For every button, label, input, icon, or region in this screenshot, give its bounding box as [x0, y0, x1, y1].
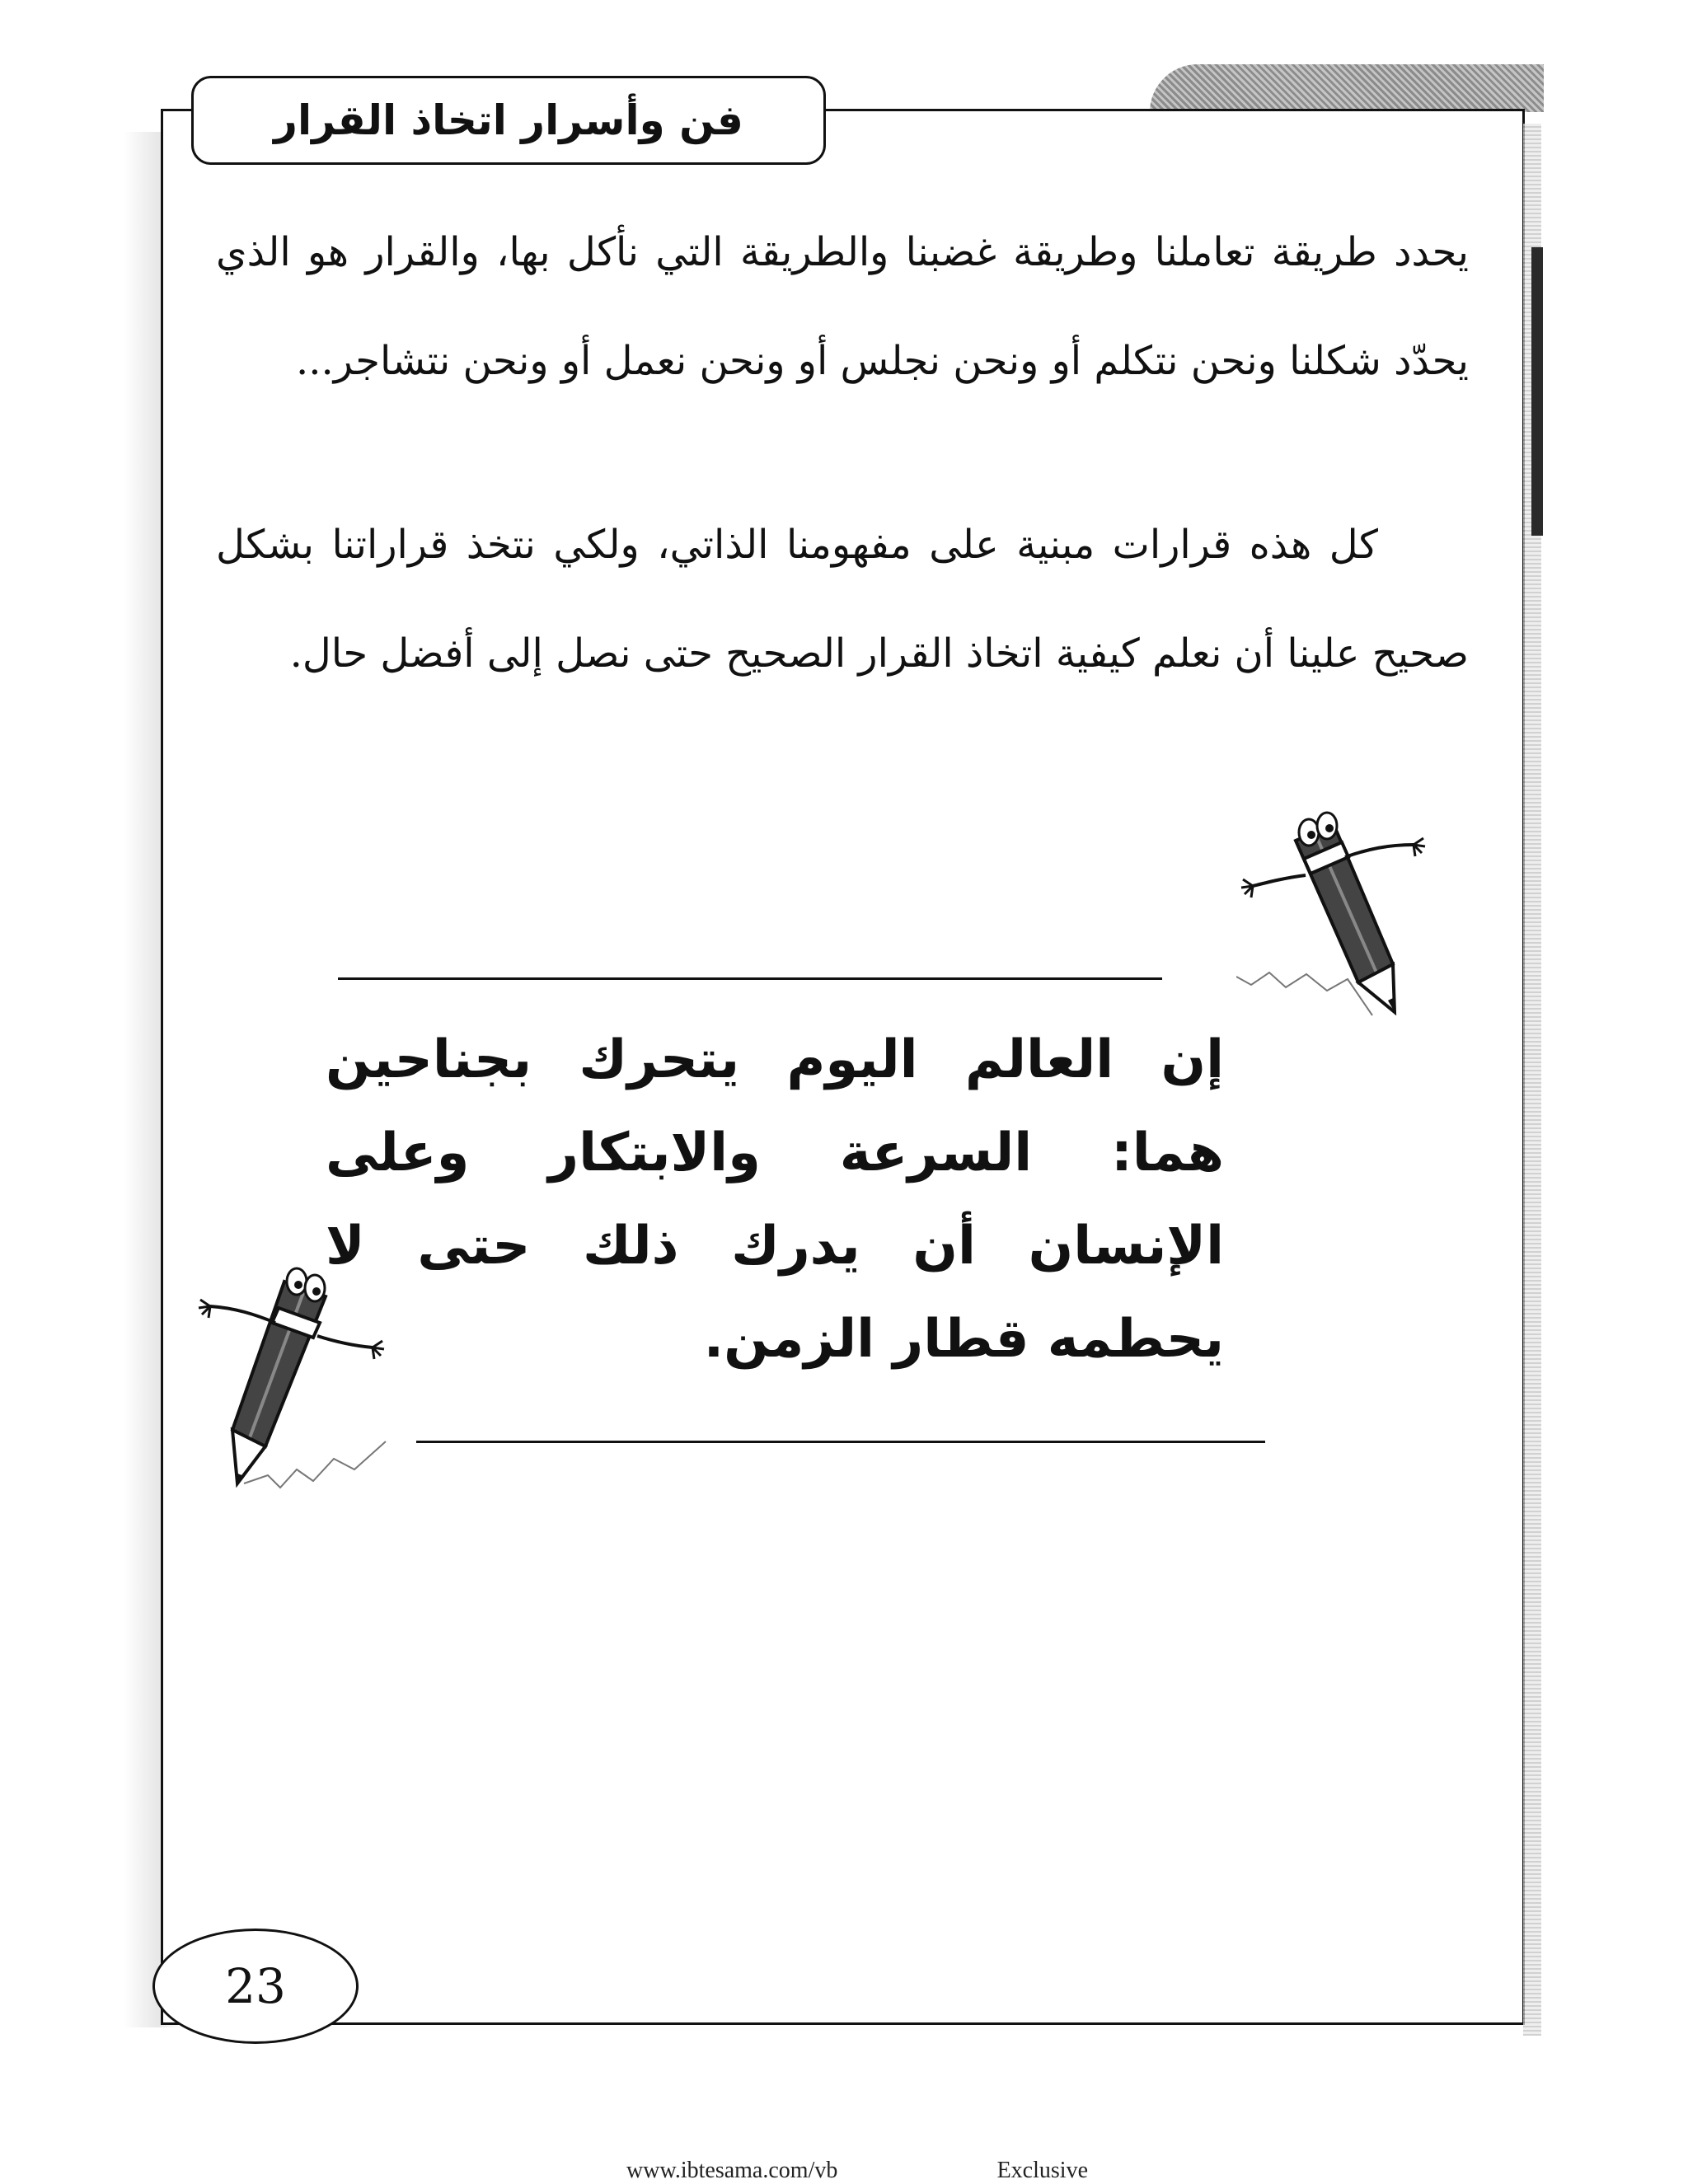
- pencil-cartoon-icon-top: [1236, 813, 1425, 1015]
- body-paragraph-2: كل هذه قرارات مبنية على مفهومنا الذاتي، ولكي نتخذ قراراتنا بشكل صحيح علينا أن نعلم كيفية اتخاذ القرار الصحيح حتى نصل إلى أفضل حال.: [216, 522, 1469, 677]
- footer: [626, 2158, 1088, 2184]
- page-number-oval: [152, 1929, 359, 2044]
- footer-tag: Exclusive: [996, 2158, 1088, 2183]
- corner-tab-decoration: [1150, 64, 1544, 112]
- pencil-cartoon-icon: [1236, 799, 1442, 1047]
- quote-rule-bottom: [416, 1441, 1265, 1443]
- page-title: فن وأسرار اتخاذ القرار: [274, 96, 743, 144]
- pencil-cartoon-icon-bottom: [199, 1268, 386, 1488]
- pencil-cartoon-icon: [190, 1257, 387, 1504]
- scan-edge-right-dark: [1531, 247, 1543, 536]
- page-number: 23: [225, 1958, 286, 2014]
- footer-url[interactable]: www.ibtesama.com/vb: [626, 2158, 838, 2183]
- highlight-quote: إن العالم اليوم يتحرك بجناحين هما: السرعة والابتكار وعلى الإنسان أن يدرك ذلك حتى لا يحطمه قطار الزمن.: [326, 1029, 1224, 1370]
- body-paragraph-1: يحدد طريقة تعاملنا وطريقة غضبنا والطريقة التي نأكل بها، والقرار هو الذي يحدّد شكلنا ونحن نتكلم أو ونحن نجلس أو ونحن نعمل أو ونحن نتشاجر...: [216, 229, 1469, 384]
- quote-rule-top: [338, 977, 1162, 980]
- title-box: [191, 76, 826, 165]
